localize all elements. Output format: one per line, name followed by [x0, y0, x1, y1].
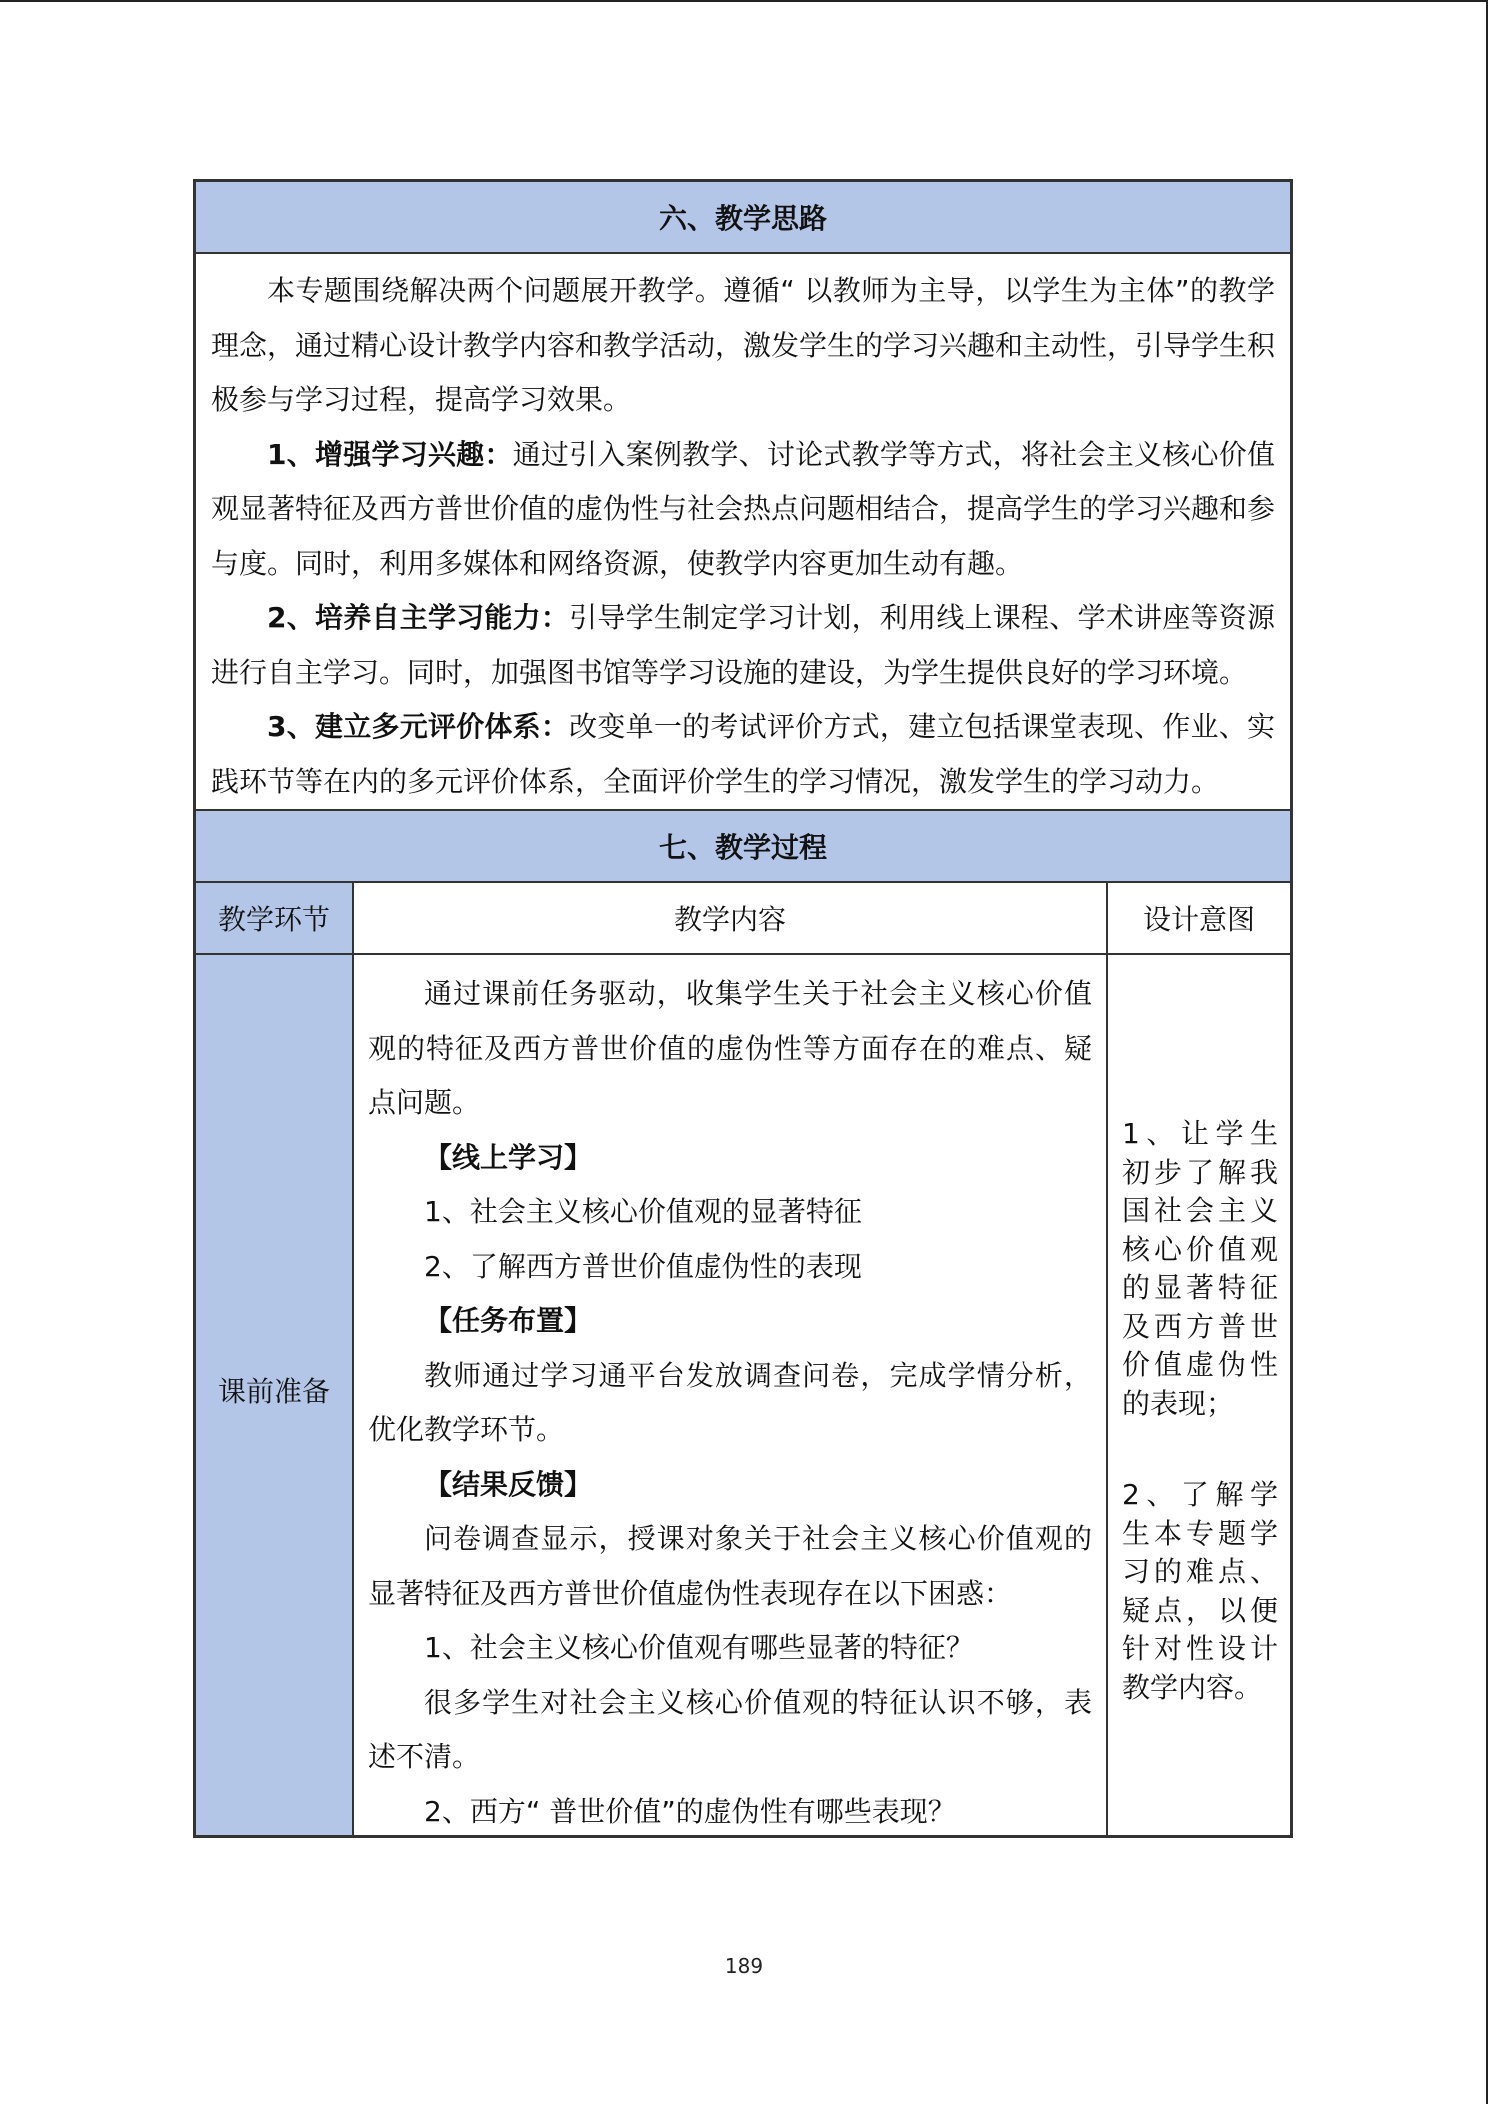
- section6-body: [196, 254, 1290, 809]
- intent-item-1: 1、让学生初步了解我国社会主义核心价值观的显著特征及西方普世价值虚伪性的表现；: [1122, 1117, 1278, 1420]
- content-list-item: 1、社会主义核心价值观的显著特征: [424, 1195, 862, 1228]
- section6-title: 六、教学思路: [196, 182, 1290, 254]
- content-paragraph: 问卷调查显示，授课对象关于社会主义核心价值观的显著特征及西方普世价值虚伪性表现存在以下困惑：: [368, 1522, 1092, 1610]
- content-tag-task: 【任务布置】: [424, 1304, 593, 1337]
- section6-item-3: [211, 700, 1275, 809]
- content-paragraph: 教师通过学习通平台发放调查问卷，完成学情分析，优化教学环节。: [368, 1358, 1092, 1446]
- header-intent: 设计意图: [1142, 903, 1255, 936]
- intent-cell: [1108, 955, 1290, 1835]
- content-question: 1、社会主义核心价值观有哪些显著的特征？: [424, 1631, 974, 1664]
- content-tag-online: 【线上学习】: [424, 1140, 593, 1174]
- process-table-header: [196, 883, 1290, 955]
- content-tag-feedback: 【结果反馈】: [424, 1467, 593, 1501]
- content-question: 2、西方“ 普世价值”的虚伪性有哪些表现？: [424, 1794, 956, 1828]
- content-paragraph: 很多学生对社会主义核心价值观的特征认识不够，表述不清。: [368, 1685, 1092, 1773]
- section6-item-2-text: 引导学生制定学习计划，利用线上课程、学术讲座等资源进行自主学习。同时，加强图书馆等学习设施的建设，为学生提供良好的学习环境。: [211, 601, 1275, 689]
- page-number: 189: [724, 1954, 764, 1978]
- section6-item-1: [211, 428, 1275, 592]
- intent-spacer: [1122, 1423, 1278, 1476]
- header-content: 教学内容: [354, 883, 1108, 953]
- header-stage: 教学环节: [196, 883, 354, 953]
- section6-item-2: [211, 591, 1275, 700]
- section7-title: 七、教学过程: [196, 809, 1290, 883]
- content-cell: [354, 955, 1108, 1835]
- section6-item-2-heading: 2、培养自主学习能力：: [267, 601, 570, 634]
- lesson-plan-table: [193, 179, 1293, 1838]
- section6-item-1-text: 通过引入案例教学、讨论式教学等方式，将社会主义核心价值观显著特征及西方普世价值的虚伪性与社会热点问题相结合，提高学生的学习兴趣和参与度。同时，利用多媒体和网络资源，使教学内容更加生动有趣。: [211, 437, 1276, 580]
- process-row-preparation: [196, 955, 1290, 1835]
- top-border-line: [0, 0, 1488, 2]
- content-paragraph: 通过课前任务驱动，收集学生关于社会主义核心价值观的特征及西方普世价值的虚伪性等方面存在的难点、疑点问题。: [368, 977, 1092, 1119]
- section6-item-3-heading: 3、建立多元评价体系：: [267, 710, 570, 743]
- section6-item-3-text: 改变单一的考试评价方式，建立包括课堂表现、作业、实践环节等在内的多元评价体系，全面评价学生的学习情况，激发学生的学习动力。: [211, 710, 1275, 798]
- intent-item-2: 2、了解学生本专题学习的难点、疑点，以便针对性设计教学内容。: [1122, 1478, 1278, 1704]
- section6-intro: 本专题围绕解决两个问题展开教学。遵循“ 以教师为主导，以学生为主体”的教学理念，通过精心设计教学内容和教学活动，激发学生的学习兴趣和主动性，引导学生积极参与学习过程，提高学习效果。: [211, 274, 1276, 416]
- content-list-item: 2、了解西方普世价值虚伪性的表现: [424, 1249, 862, 1283]
- section6-item-1-heading: 1、增强学习兴趣：: [267, 437, 513, 471]
- stage-cell: 课前准备: [196, 955, 354, 1835]
